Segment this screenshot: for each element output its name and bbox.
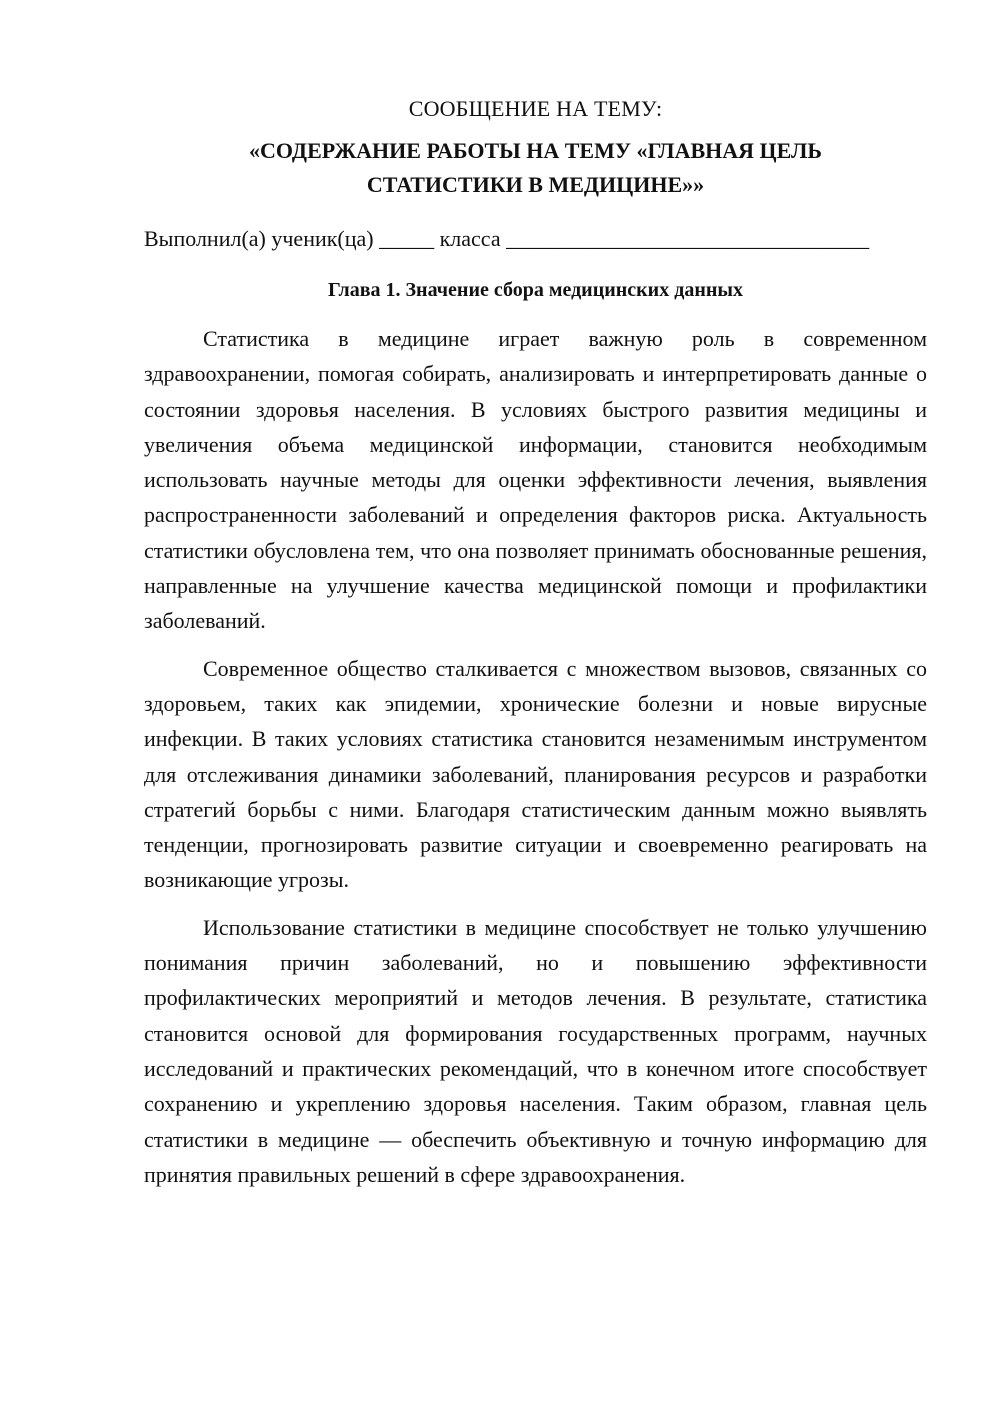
paragraph-2: Современное общество сталкивается с множеством вызовов, связанных со здоровьем, таких как эпидемии, хронические болезни и новые вирусные инфекции. В таких условиях статистика становится незаменимым инструментом для отслеживания динамики заболеваний, планирования ресурсов и разработки стратегий борьбы с ними. Благодаря статистическим данным можно выявлять тенденции, прогнозировать развитие ситуации и своевременно реагировать на возникающие угрозы. xyxy=(144,655,927,893)
document-title: «СОДЕРЖАНИЕ РАБОТЫ НА ТЕМУ «ГЛАВНАЯ ЦЕЛЬ СТАТИСТИКИ В МЕДИЦИНЕ»» xyxy=(249,138,822,197)
author-line: Выполнил(а) ученик(ца) _____ класса _________________________________ xyxy=(144,226,870,251)
chapter-title: Глава 1. Значение сбора медицинских данных xyxy=(328,279,743,301)
paragraph-1: Статистика в медицине играет важную роль в современном здравоохранении, помогая собирать, анализировать и интерпретировать данные о состоянии здоровья населения. В условиях быстрого развития медицины и увеличения объема медицинской информации, становится необходимым использовать научные методы для оценки эффективности лечения, выявления распространенности заболеваний и определения факторов риска. Актуальность статистики обусловлена тем, что она позволяет принимать обоснованные решения, направленные на улучшение качества медицинской помощи и профилактики заболеваний. xyxy=(144,326,927,634)
paragraph-3: Использование статистики в медицине способствует не только улучшению понимания причин заболеваний, но и повышению эффективности профилактических мероприятий и методов лечения. В результате, статистика становится основой для формирования государственных программ, научных исследований и практических рекомендаций, что в конечном итоге способствует сохранению и укреплению здоровья населения. Таким образом, главная цель статистики в медицине — обеспечить объективную и точную информацию для принятия правильных решений в сфере здравоохранения. xyxy=(144,914,927,1187)
report-type-heading: СООБЩЕНИЕ НА ТЕМУ: xyxy=(408,96,663,121)
